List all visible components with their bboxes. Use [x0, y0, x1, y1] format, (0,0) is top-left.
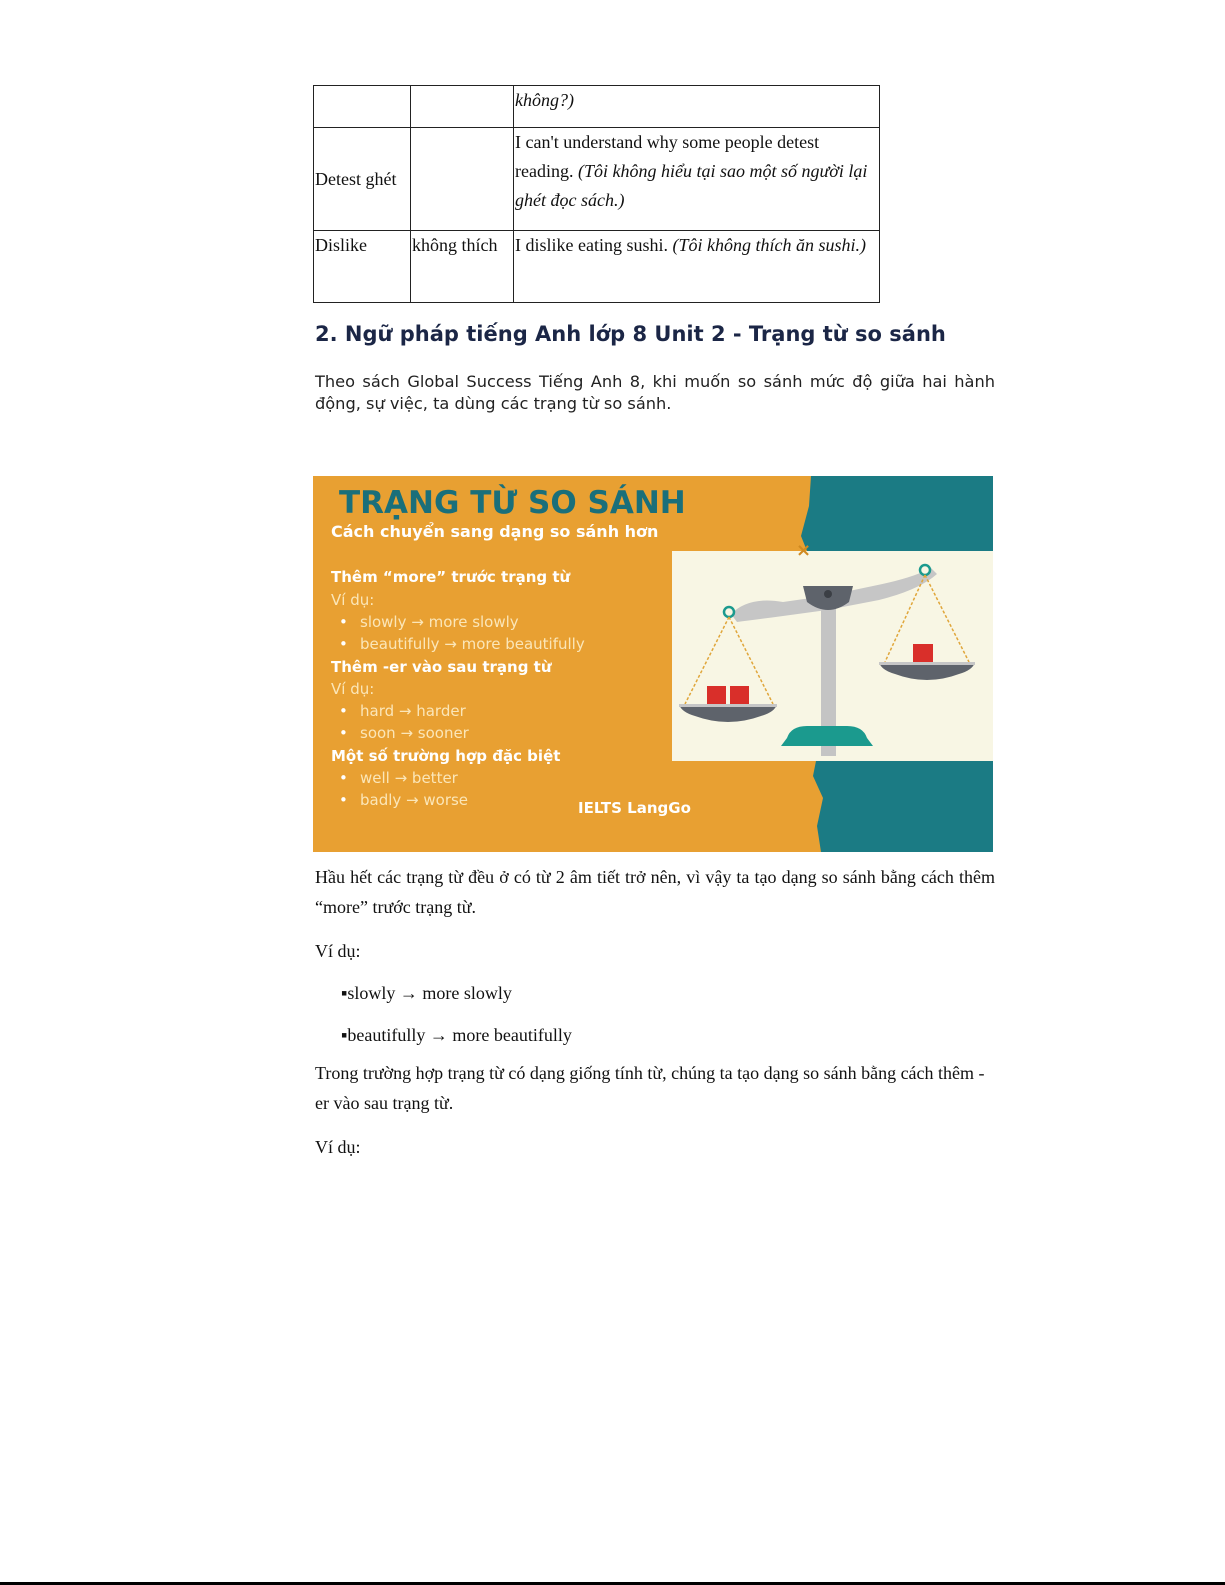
example-item: well → better: [360, 769, 458, 787]
example-vi: không?): [515, 90, 574, 110]
example-en: I can't understand why some people detest reading.: [515, 132, 820, 181]
table-cell-meaning: [411, 86, 514, 128]
bullet: •: [339, 724, 348, 742]
list-item: ▪slowly → more slowly: [341, 983, 512, 1003]
bullet: •: [339, 635, 348, 653]
table-cell-meaning: không thích: [411, 231, 514, 303]
table-cell-meaning: [411, 128, 514, 231]
bullet: •: [339, 791, 348, 809]
rule-special: Một số trường hợp đặc biệt: [331, 747, 561, 765]
table-cell-word: Detest ghét: [314, 128, 411, 231]
intro-paragraph: Theo sách Global Success Tiếng Anh 8, khi muốn so sánh mức độ giữa hai hành động, sự việc, ta dùng các trạng từ so sánh.: [315, 372, 995, 413]
cross-mark-icon: ×: [796, 540, 812, 561]
paragraph-more-rule: Hầu hết các trạng từ đều ở có từ 2 âm tiết trở nên, vì vậy ta tạo dạng so sánh bằng cách thêm “more” trước trạng từ.: [315, 867, 995, 917]
bullet: •: [339, 702, 348, 720]
example-en: I dislike eating sushi.: [515, 235, 673, 255]
infographic-title: TRẠNG TỪ SO SÁNH: [339, 485, 686, 521]
section-heading: 2. Ngữ pháp tiếng Anh lớp 8 Unit 2 - Trạng từ so sánh: [315, 322, 946, 346]
example-vi: (Tôi không thích ăn sushi.): [672, 235, 866, 255]
example-item: badly → worse: [360, 791, 469, 809]
example-item: hard → harder: [360, 702, 466, 720]
brand-logo: IELTS LangGo: [578, 799, 691, 817]
table-cell-example: [514, 231, 880, 303]
rule-er: Thêm -er vào sau trạng từ: [331, 658, 552, 676]
table-cell-word: [314, 86, 411, 128]
table-row: [314, 128, 880, 231]
comparative-adverbs-infographic: [313, 476, 993, 852]
example-heading: Ví dụ:: [315, 1137, 361, 1157]
example-item: beautifully → more beautifully: [360, 635, 585, 653]
example-label: Ví dụ:: [331, 591, 375, 609]
example-heading: Ví dụ:: [315, 941, 361, 961]
table-cell-example: [514, 86, 880, 128]
table-row: [314, 231, 880, 303]
table-cell-example: [514, 128, 880, 231]
list-item: ▪beautifully → more beautifully: [341, 1025, 572, 1045]
bullet: •: [339, 769, 348, 787]
table-row: [314, 86, 880, 128]
vocabulary-table: [313, 85, 880, 303]
table-cell-word: Dislike: [314, 231, 411, 303]
example-item: slowly → more slowly: [360, 613, 519, 631]
rule-more: Thêm “more” trước trạng từ: [331, 568, 571, 586]
example-item: soon → sooner: [360, 724, 469, 742]
example-label: Ví dụ:: [331, 680, 375, 698]
bullet: •: [339, 613, 348, 631]
example-vi: (Tôi không hiểu tại sao một số người lại ghét đọc sách.): [515, 161, 868, 210]
infographic-subtitle: Cách chuyển sang dạng so sánh hơn: [331, 522, 659, 541]
paragraph-er-rule: Trong trường hợp trạng từ có dạng giống tính từ, chúng ta tạo dạng so sánh bằng cách thêm -er vào sau trạng từ.: [315, 1063, 985, 1113]
